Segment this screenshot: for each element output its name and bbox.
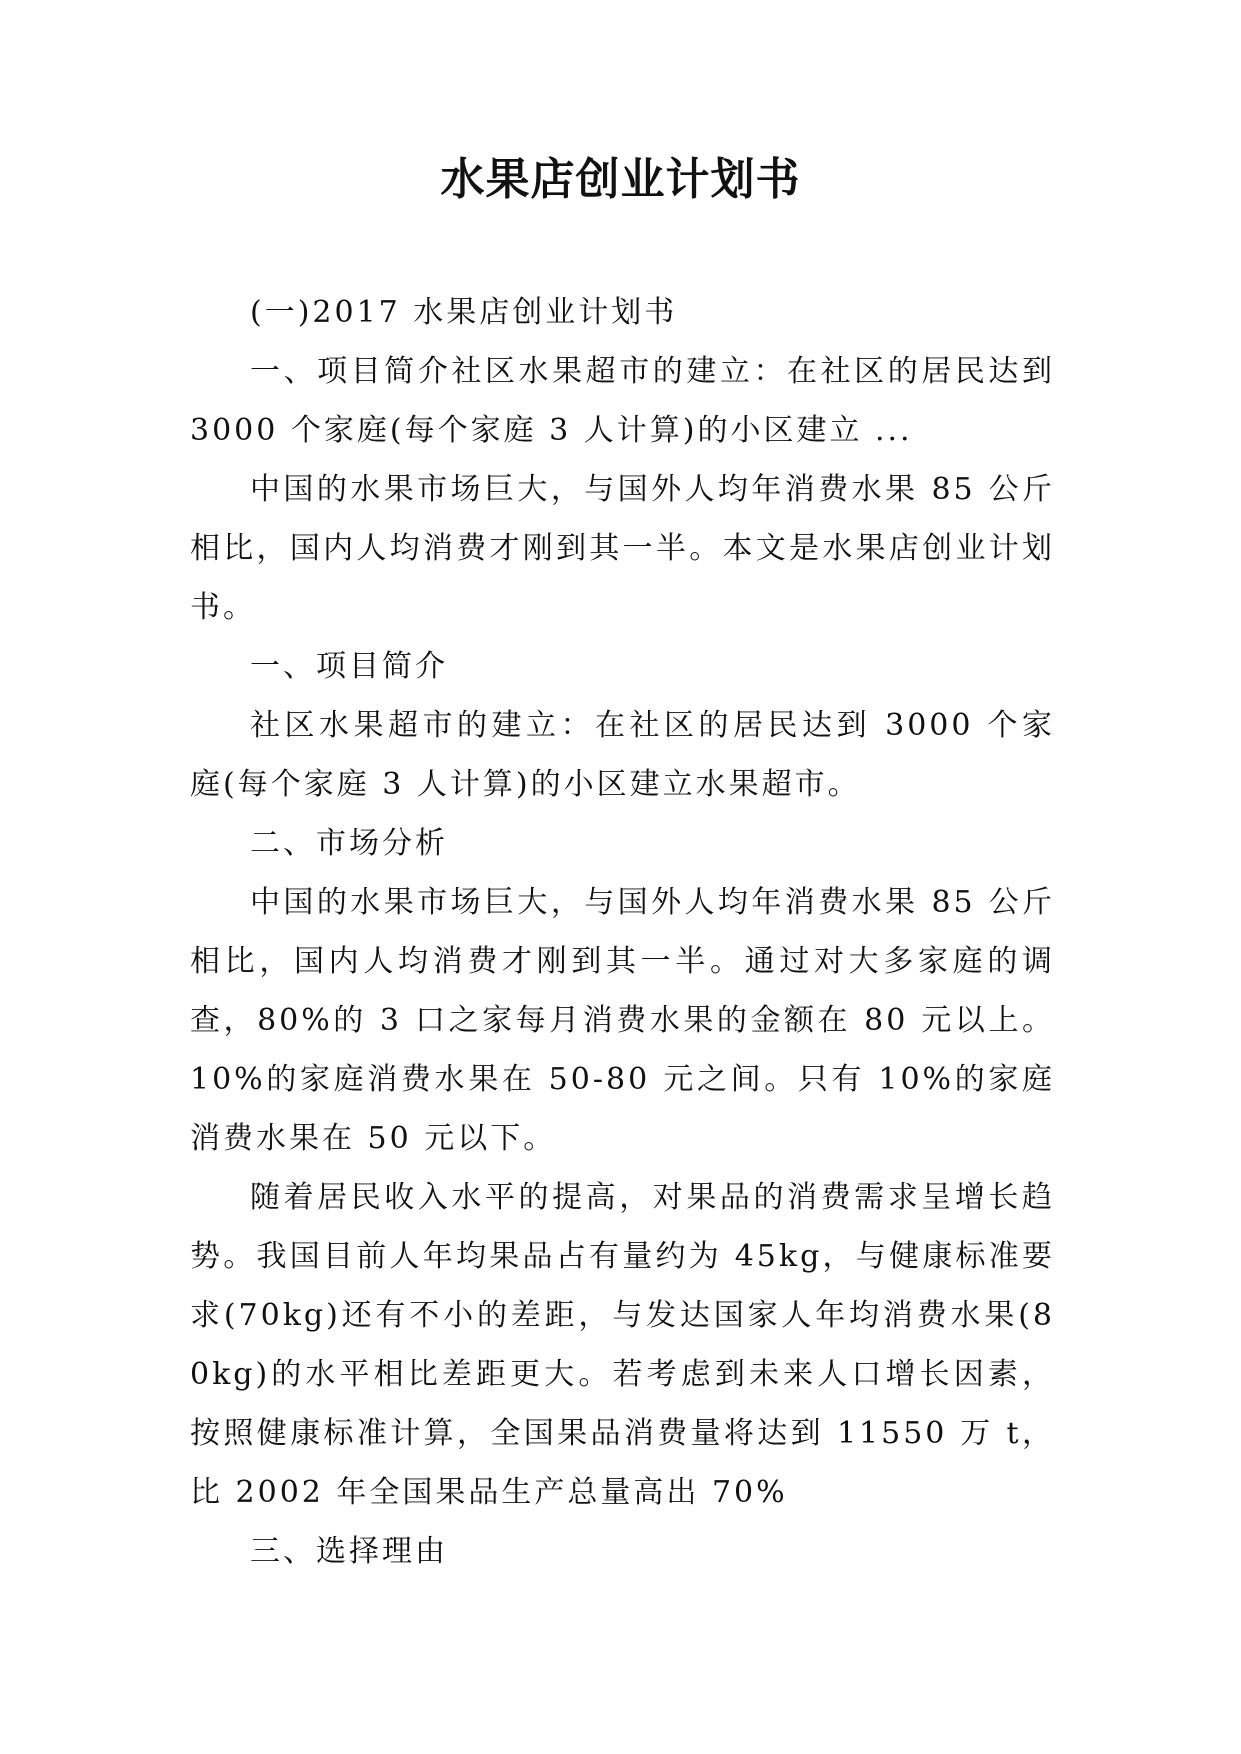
paragraph-market-analysis: 中国的水果市场巨大，与国外人均年消费水果 85 公斤相比，国内人均消费才刚到其一半。通过对大多家庭的调查，80%的 3 口之家每月消费水果的金额在 80 元以上。10%的家庭消费水果在 50-80 元之间。只有 10%的家庭消费水果在 50 元以下。 [190,885,1055,1156]
section-heading-project-intro: 一、项目简介 [250,649,448,684]
paragraph-consumption-trend: 随着居民收入水平的提高，对果品的消费需求呈增长趋势。我国目前人年均果品占有量约为 45kg，与健康标准要求(70kg)还有不小的差距，与发达国家人年均消费水果(80kg)的水平相比差距更大。若考虑到未来人口增长因素，按照健康标准计算，全国果品消费量将达到 11550 万 t，比 2002 年全国果品生产总量高出 70% [190,1180,1055,1510]
paragraph-market-intro: 中国的水果市场巨大，与国外人均年消费水果 85 公斤相比，国内人均消费才刚到其一半。本文是水果店创业计划书。 [190,472,1055,625]
section-heading-market-analysis: 二、市场分析 [250,826,448,861]
document-body [190,283,1055,1581]
paragraph-heading-2017: (一)2017 水果店创业计划书 [250,295,678,330]
section-heading-reasons: 三、选择理由 [250,1534,448,1569]
paragraph-project-summary: 一、项目简介社区水果超市的建立：在社区的居民达到 3000 个家庭(每个家庭 3 人计算)的小区建立 ... [190,354,1055,448]
paragraph-community-market: 社区水果超市的建立：在社区的居民达到 3000 个家庭(每个家庭 3 人计算)的小区建立水果超市。 [190,708,1055,802]
document-title: 水果店创业计划书 [440,154,801,205]
